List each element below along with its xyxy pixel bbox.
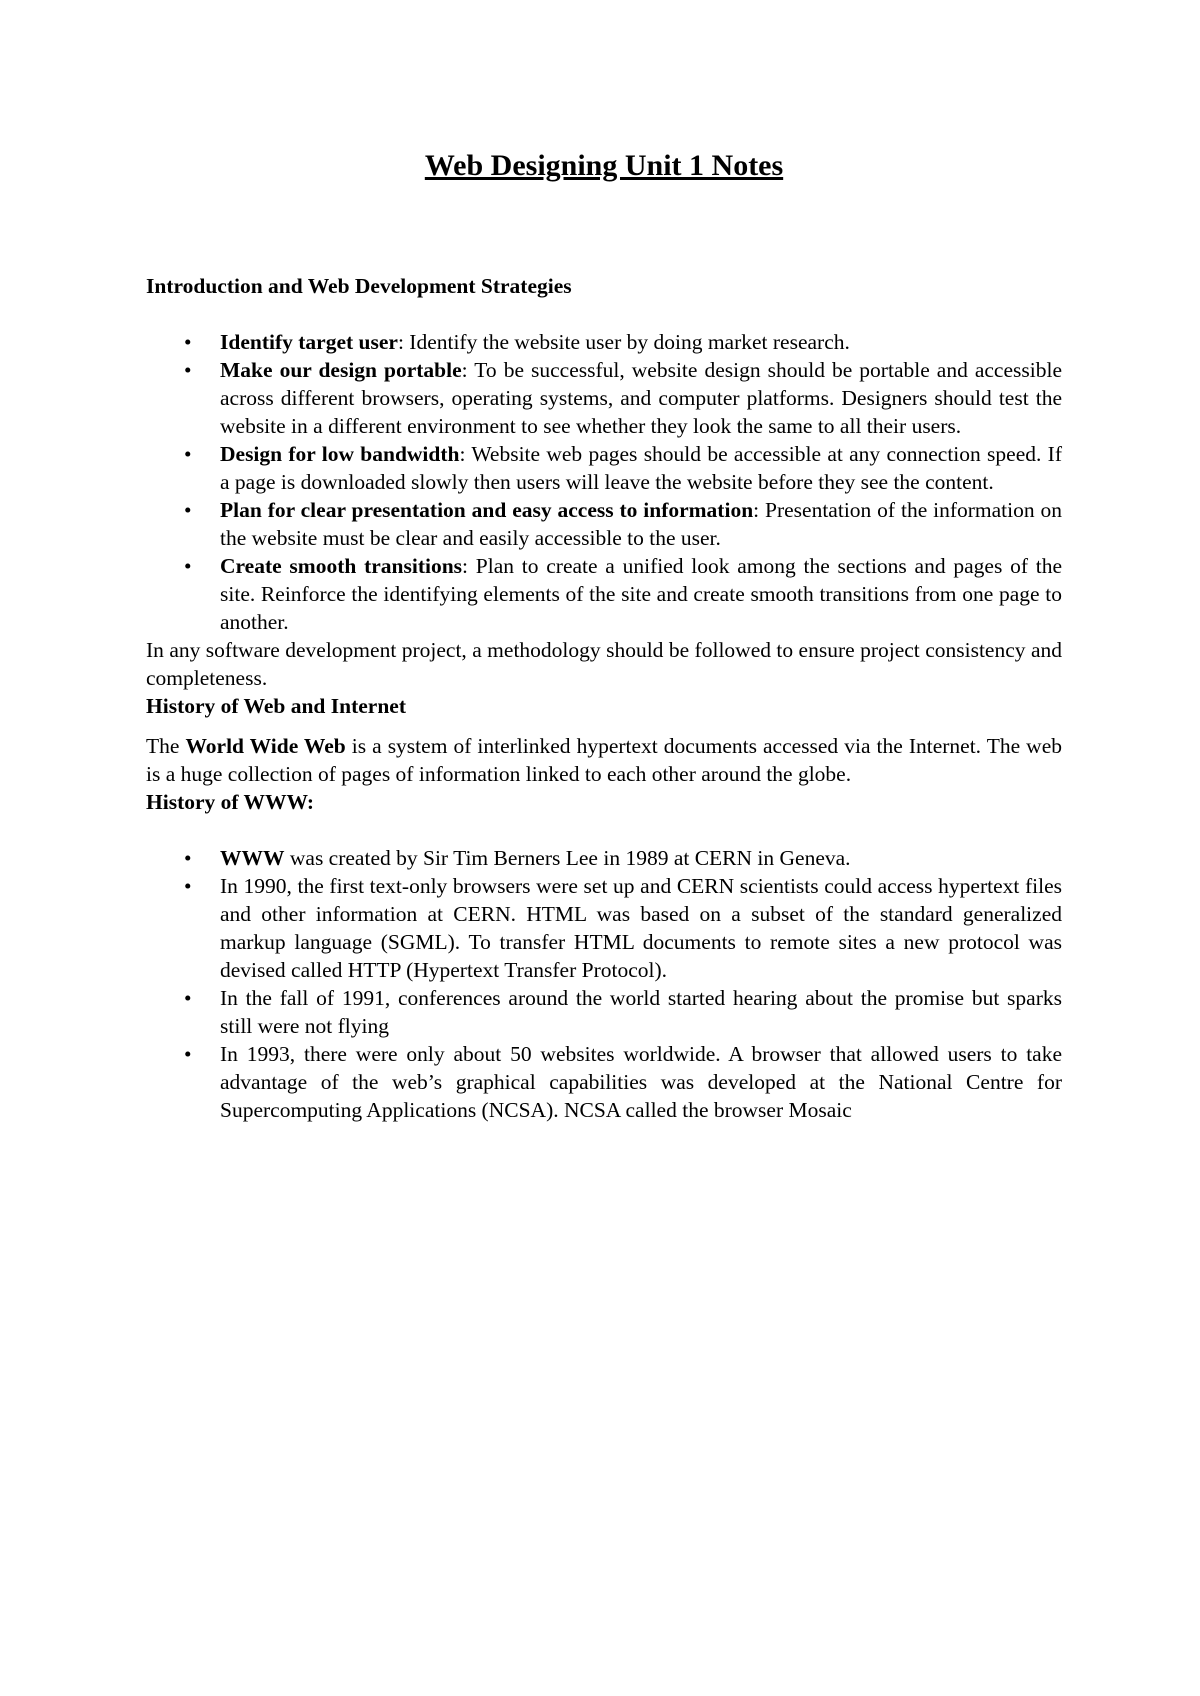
list-item [146, 984, 1062, 1040]
bullet-icon: • [184, 330, 192, 354]
section-heading-history: History of Web and Internet [146, 694, 406, 718]
bullet-icon: • [184, 846, 192, 870]
bullet-icon: • [184, 986, 192, 1010]
item-term: Plan for clear presentation and easy access to information [220, 498, 754, 522]
list-item [146, 844, 1062, 872]
list-item [146, 496, 1062, 552]
item-term: Identify target user [220, 330, 398, 354]
document-title: Web Designing Unit 1 Notes [424, 149, 784, 182]
bullet-icon: • [184, 554, 192, 578]
bullet-icon: • [184, 498, 192, 522]
item-term: Create smooth transitions [220, 554, 463, 578]
item-text: : Presentation of the information on the website must be clear and easily accessible to the user. [220, 498, 1063, 550]
item-text: In the fall of 1991, conferences around the world started hearing about the promise but sparks still were not flying [220, 986, 1062, 1038]
bullet-icon: • [184, 1042, 192, 1066]
item-term: Make our design portable [220, 358, 462, 382]
document-body [146, 272, 1062, 1124]
para-term: World Wide Web [185, 734, 346, 758]
section-heading-strategies: Introduction and Web Development Strategies [146, 274, 572, 298]
bullet-icon: • [184, 358, 192, 382]
item-text: : Website web pages should be accessible at any connection speed. If a page is downloaded slowly then users will leave the website before they see the content. [220, 442, 1062, 494]
item-text: In 1993, there were only about 50 websites worldwide. A browser that allowed users to take advantage of the web’s graphical capabilities was developed at the National Centre for Supercomputing Applications (NCSA). NCSA called the browser Mosaic [220, 1042, 1062, 1122]
bullet-icon: • [184, 874, 192, 898]
list-item [146, 356, 1062, 440]
section-heading-history-www: History of WWW: [146, 790, 315, 814]
item-text: : Identify the website user by doing market research. [397, 330, 850, 354]
item-term: Design for low bandwidth [220, 442, 460, 466]
item-text: : To be successful, website design should be portable and accessible across different browsers, operating systems, and computer platforms. Designers should test the website in a different environment to see whether they look the same to all their users. [220, 358, 1062, 438]
item-text: : Plan to create a unified look among the sections and pages of the site. Reinforce the identifying elements of the site and create smooth transitions from one page to another. [220, 554, 1063, 634]
item-term: WWW [220, 846, 285, 870]
list-item [146, 872, 1062, 984]
item-text: was created by Sir Tim Berners Lee in 1989 at CERN in Geneva. [284, 846, 851, 870]
strategies-list [146, 328, 1062, 636]
para-prefix: The [146, 734, 186, 758]
list-item [146, 440, 1062, 496]
methodology-paragraph: In any software development project, a methodology should be followed to ensure project consistency and completeness. [146, 638, 1062, 690]
www-paragraph [146, 732, 1062, 788]
list-item [146, 1040, 1062, 1124]
history-list [146, 844, 1062, 1124]
para-rest: is a system of interlinked hypertext documents accessed via the Internet. The web is a huge collection of pages of information linked to each other around the globe. [146, 734, 1062, 786]
list-item [146, 328, 1062, 356]
list-item [146, 552, 1062, 636]
bullet-icon: • [184, 442, 192, 466]
item-text: In 1990, the first text-only browsers were set up and CERN scientists could access hypertext files and other information at CERN. HTML was based on a subset of the standard generalized markup language (SGML). To transfer HTML documents to remote sites a new protocol was devised called HTTP (Hypertext Transfer Protocol). [220, 874, 1062, 982]
